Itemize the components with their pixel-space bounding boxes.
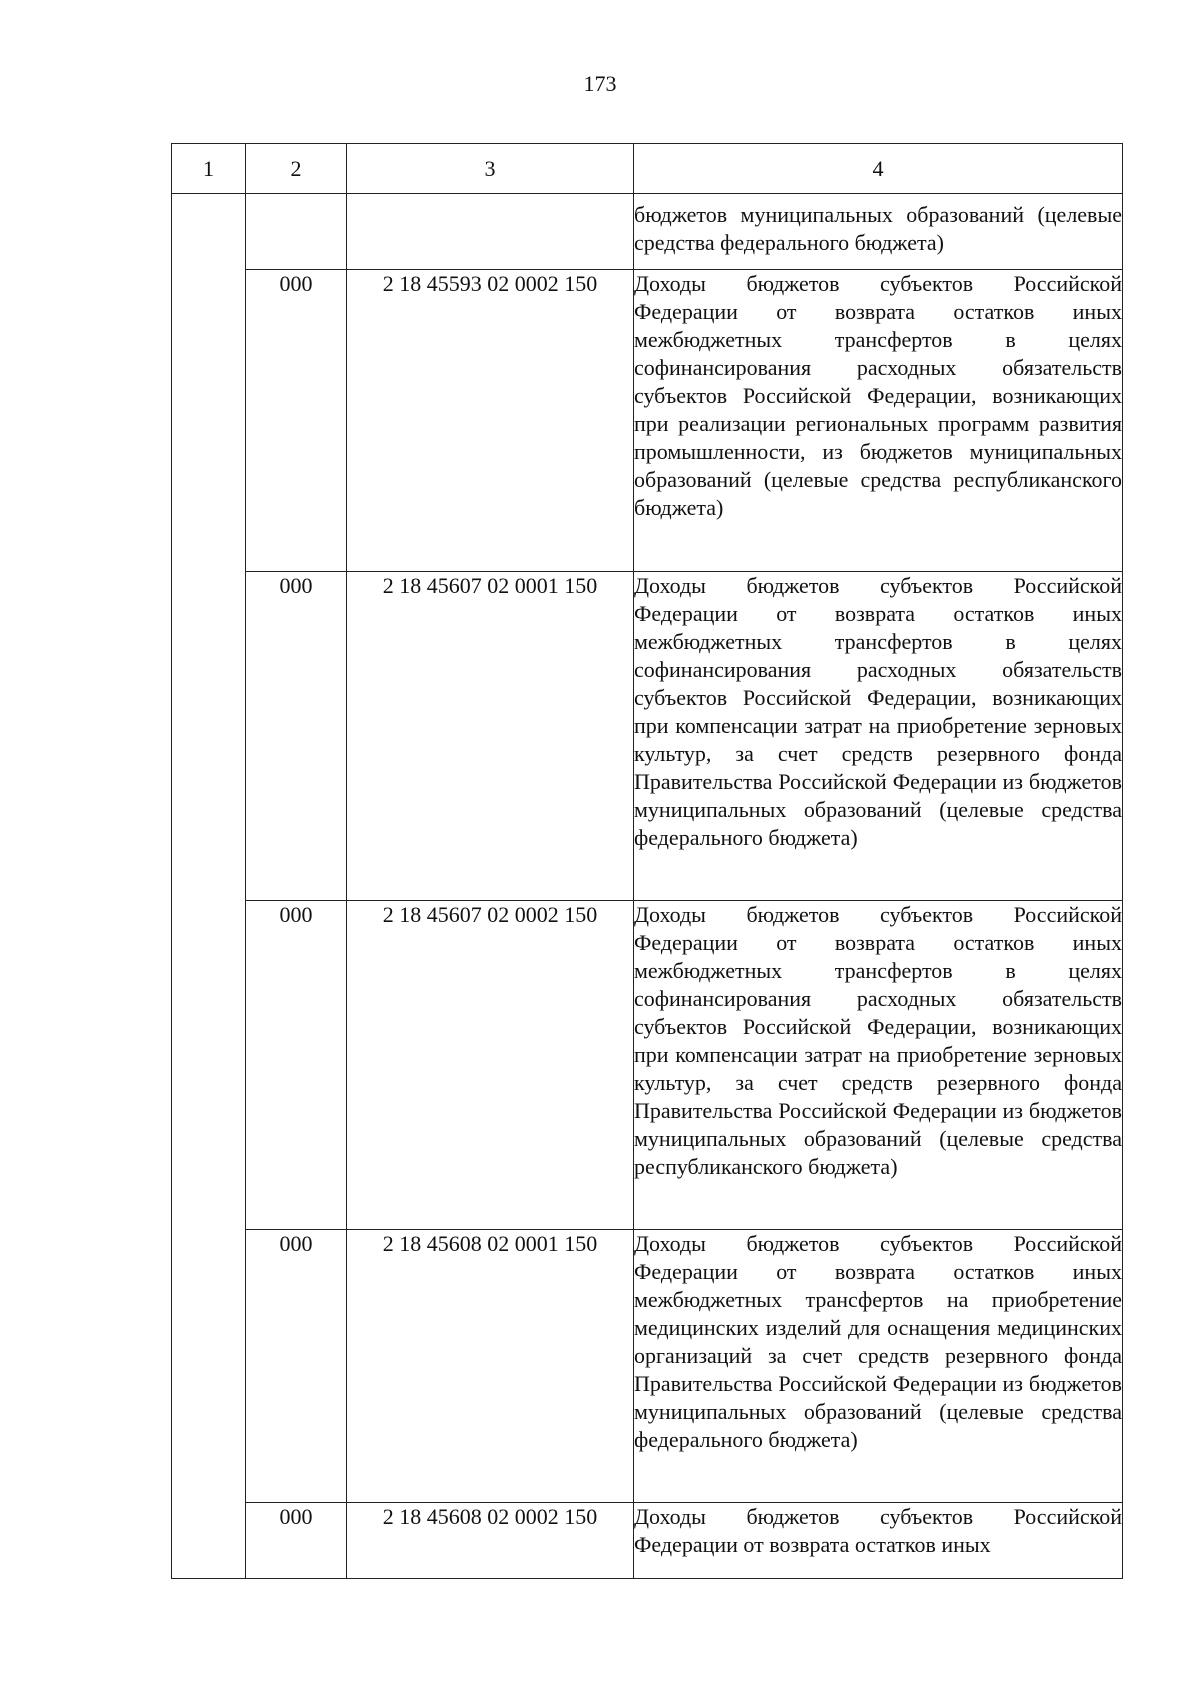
admin-code-cell: 000 — [246, 270, 347, 572]
description-cell: Доходы бюджетов субъектов Российской Федерации от возврата остатков иных — [634, 1503, 1123, 1579]
revenue-code-cell: 2 18 45607 02 0001 150 — [347, 572, 634, 901]
revenue-code-table — [171, 143, 1123, 1579]
description-cell: бюджетов муниципальных образований (целевые средства федерального бюджета) — [634, 194, 1123, 270]
revenue-code-cell: 2 18 45607 02 0002 150 — [347, 901, 634, 1230]
table-row — [172, 572, 1123, 901]
description-cell: Доходы бюджетов субъектов Российской Федерации от возврата остатков иных межбюджетных трансфертов в целях софинансирования расходных обязательств субъектов Российской Федерации, возникающих при реализации региональных программ развития промышленности, из бюджетов муниципальных образований (целевые средства республиканского бюджета) — [634, 270, 1123, 572]
description-cell: Доходы бюджетов субъектов Российской Федерации от возврата остатков иных межбюджетных трансфертов на приобретение медицинских изделий для оснащения медицинских организаций за счет средств резервного фонда Правительства Российской Федерации из бюджетов муниципальных образований (целевые средства федерального бюджета) — [634, 1230, 1123, 1503]
table-row-continuation — [172, 194, 1123, 270]
header-col-3: 3 — [347, 144, 634, 194]
revenue-code-cell: 2 18 45593 02 0002 150 — [347, 270, 634, 572]
header-col-4: 4 — [634, 144, 1123, 194]
table-row — [172, 270, 1123, 572]
admin-code-cell: 000 — [246, 1230, 347, 1503]
code-cell-empty — [347, 194, 634, 270]
revenue-code-cell: 2 18 45608 02 0001 150 — [347, 1230, 634, 1503]
description-cell: Доходы бюджетов субъектов Российской Федерации от возврата остатков иных межбюджетных трансфертов в целях софинансирования расходных обязательств субъектов Российской Федерации, возникающих при компенсации затрат на приобретение зерновых культур, за счет средств резервного фонда Правительства Российской Федерации из бюджетов муниципальных образований (целевые средства республиканского бюджета) — [634, 901, 1123, 1230]
description-cell: Доходы бюджетов субъектов Российской Федерации от возврата остатков иных межбюджетных трансфертов в целях софинансирования расходных обязательств субъектов Российской Федерации, возникающих при компенсации затрат на приобретение зерновых культур, за счет средств резервного фонда Правительства Российской Федерации из бюджетов муниципальных образований (целевые средства федерального бюджета) — [634, 572, 1123, 901]
table-header-row — [172, 144, 1123, 194]
admin-code-cell: 000 — [246, 901, 347, 1230]
header-col-1: 1 — [172, 144, 246, 194]
page-number: 173 — [583, 71, 617, 96]
header-col-2: 2 — [246, 144, 347, 194]
col1-empty-cell — [172, 194, 246, 1579]
revenue-code-cell: 2 18 45608 02 0002 150 — [347, 1503, 634, 1579]
admin-code-cell: 000 — [246, 1503, 347, 1579]
table-row — [172, 1230, 1123, 1503]
table-row — [172, 901, 1123, 1230]
admin-cell-empty — [246, 194, 347, 270]
table-row — [172, 1503, 1123, 1579]
admin-code-cell: 000 — [246, 572, 347, 901]
